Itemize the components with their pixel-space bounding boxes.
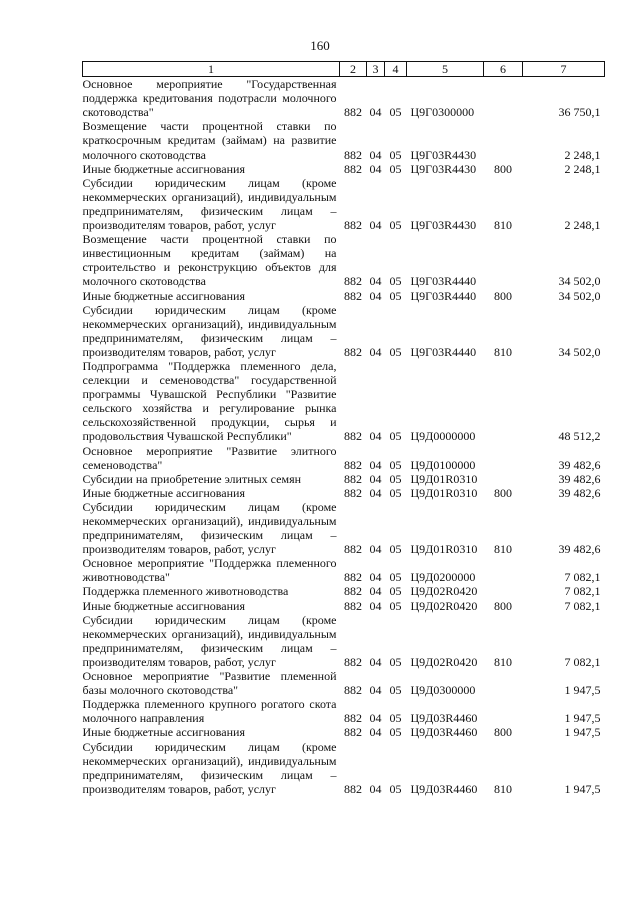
- subsection-code: 05: [389, 344, 402, 359]
- item-name: Возмещение части процентной ставки по инвестиционным кредитам (займам) на строительство и реконструкцию объектов для молочного скотоводства: [82, 232, 337, 289]
- item-name: Субсидии на приобретение элитных семян: [82, 471, 302, 486]
- table-row: [83, 697, 605, 725]
- target-article-code: Ц9Д02R0420: [410, 654, 478, 669]
- subsection-code: 05: [389, 429, 402, 444]
- item-name: Возмещение части процентной ставки по краткосрочным кредитам (займам) на развитие молочного скотоводства: [82, 119, 337, 162]
- amount: 7 082,1: [564, 654, 601, 669]
- expense-type-code: [484, 359, 523, 444]
- section-code: 04: [369, 683, 382, 698]
- target-article-code: Ц9Г03R4440: [410, 344, 477, 359]
- subsection-code: 05: [389, 654, 402, 669]
- target-article-code: Ц9Д03R4460: [410, 781, 478, 796]
- expense-type-code: [484, 232, 523, 288]
- target-article-code: Ц9Д0100000: [410, 457, 476, 472]
- section-code: 04: [369, 147, 382, 162]
- section-code: 04: [369, 598, 382, 613]
- expense-type-code: 800: [494, 725, 512, 740]
- expense-type-code: 800: [494, 598, 512, 613]
- subsection-code: 05: [389, 584, 402, 599]
- table-row: [83, 500, 605, 556]
- expense-type-code: [484, 119, 523, 161]
- subsection-code: 05: [389, 147, 402, 162]
- header-col-6: 6: [484, 62, 523, 77]
- expense-type-code: 810: [494, 781, 512, 796]
- ministry-code: 882: [344, 711, 362, 726]
- item-name: Иные бюджетные ассигнования: [82, 598, 245, 613]
- item-name: Основное мероприятие "Государственная поддержка кредитования подотрасли молочного скотоводства": [82, 77, 337, 120]
- ministry-code: 882: [344, 344, 362, 359]
- subsection-code: 05: [389, 725, 402, 740]
- expense-type-code: 810: [494, 654, 512, 669]
- target-article-code: Ц9Г03R4430: [410, 161, 477, 176]
- subsection-code: 05: [389, 683, 402, 698]
- amount: 2 248,1: [564, 147, 601, 162]
- target-article-code: Ц9Д0300000: [410, 683, 476, 698]
- item-name: Субсидии юридическим лицам (кроме некоммерческих организаций), индивидуальным предпринимателям, физическим лицам – производителям товаров, работ, услуг: [82, 499, 337, 557]
- expense-type-code: [484, 472, 523, 486]
- table-row: [83, 599, 605, 613]
- section-code: 04: [369, 429, 382, 444]
- table-row: [83, 176, 605, 232]
- target-article-code: Ц9Г03R4430: [410, 147, 477, 162]
- target-article-code: Ц9Г0300000: [410, 105, 475, 120]
- subsection-code: 05: [389, 274, 402, 289]
- target-article-code: Ц9Д02R0420: [410, 584, 478, 599]
- subsection-code: 05: [389, 105, 402, 120]
- amount: 2 248,1: [564, 218, 601, 233]
- table-row: [83, 303, 605, 359]
- expense-type-code: 810: [494, 344, 512, 359]
- header-col-7: 7: [523, 62, 605, 77]
- table-header-row: [83, 62, 605, 77]
- amount: 1 947,5: [564, 781, 601, 796]
- subsection-code: 05: [389, 598, 402, 613]
- item-name: Субсидии юридическим лицам (кроме некоммерческих организаций), индивидуальным предпринимателям, физическим лицам – производителям товаров, работ, услуг: [82, 302, 337, 359]
- amount: 7 082,1: [564, 584, 601, 599]
- amount: 2 248,1: [564, 161, 601, 176]
- amount: 1 947,5: [564, 725, 601, 740]
- amount: 39 482,6: [558, 485, 601, 500]
- ministry-code: 882: [344, 105, 362, 120]
- ministry-code: 882: [344, 570, 362, 585]
- section-code: 04: [369, 725, 382, 740]
- section-code: 04: [369, 457, 382, 472]
- expense-type-code: [484, 669, 523, 697]
- subsection-code: 05: [389, 218, 402, 233]
- section-code: 04: [369, 471, 382, 486]
- ministry-code: 882: [344, 584, 362, 599]
- section-code: 04: [369, 344, 382, 359]
- amount: 34 502,0: [558, 274, 601, 289]
- table-row: [83, 77, 605, 120]
- section-code: 04: [369, 274, 382, 289]
- header-col-4: 4: [385, 62, 407, 77]
- amount: 39 482,6: [558, 471, 601, 486]
- ministry-code: 882: [344, 725, 362, 740]
- expense-type-code: 800: [494, 485, 512, 500]
- item-name: Основное мероприятие "Развитие племенной базы молочного скотоводства": [82, 669, 337, 698]
- section-code: 04: [369, 105, 382, 120]
- table-row: [83, 162, 605, 176]
- amount: 34 502,0: [558, 344, 601, 359]
- table-row: [83, 669, 605, 697]
- table-row: [83, 119, 605, 161]
- header-col-5: 5: [407, 62, 484, 77]
- item-name: Иные бюджетные ассигнования: [82, 161, 245, 176]
- item-name: Основное мероприятие "Поддержка племенного животноводства": [82, 556, 337, 585]
- expense-type-code: [484, 444, 523, 472]
- table-row: [83, 289, 605, 303]
- subsection-code: 05: [389, 711, 402, 726]
- ministry-code: 882: [344, 781, 362, 796]
- item-name: Субсидии юридическим лицам (кроме некоммерческих организаций), индивидуальным предпринимателям, физическим лицам – производителям товаров, работ, услуг: [82, 175, 337, 233]
- table-row: [83, 613, 605, 669]
- section-code: 04: [369, 711, 382, 726]
- ministry-code: 882: [344, 218, 362, 233]
- ministry-code: 882: [344, 654, 362, 669]
- ministry-code: 882: [344, 598, 362, 613]
- amount: 39 482,6: [558, 542, 601, 557]
- ministry-code: 882: [344, 542, 362, 557]
- target-article-code: Ц9Д03R4460: [410, 725, 478, 740]
- page-number: 160: [310, 38, 330, 53]
- subsection-code: 05: [389, 471, 402, 486]
- expense-type-code: [484, 556, 523, 584]
- expense-type-code: 810: [494, 218, 512, 233]
- target-article-code: Ц9Д02R0420: [410, 598, 478, 613]
- amount: 48 512,2: [558, 429, 601, 444]
- target-article-code: Ц9Д01R0310: [410, 485, 478, 500]
- target-article-code: Ц9Г03R4440: [410, 288, 477, 303]
- subsection-code: 05: [389, 161, 402, 176]
- table-row: [83, 472, 605, 486]
- section-code: 04: [369, 218, 382, 233]
- item-name: Субсидии юридическим лицам (кроме некоммерческих организаций), индивидуальным предпринимателям, физическим лицам – производителям товаров, работ, услуг: [82, 612, 337, 669]
- header-col-3: 3: [367, 62, 385, 77]
- ministry-code: 882: [344, 485, 362, 500]
- table-row: [83, 556, 605, 584]
- item-name: Основное мероприятие "Развитие элитного семеноводства": [82, 443, 337, 472]
- item-name: Субсидии юридическим лицам (кроме некоммерческих организаций), индивидуальным предпринимателям, физическим лицам – производителям товаров, работ, услуг: [82, 739, 337, 796]
- ministry-code: 882: [344, 161, 362, 176]
- section-code: 04: [369, 485, 382, 500]
- table-row: [83, 486, 605, 500]
- section-code: 04: [369, 654, 382, 669]
- ministry-code: 882: [344, 274, 362, 289]
- target-article-code: Ц9Д01R0310: [410, 542, 478, 557]
- target-article-code: Ц9Д01R0310: [410, 471, 478, 486]
- subsection-code: 05: [389, 570, 402, 585]
- subsection-code: 05: [389, 781, 402, 796]
- amount: 39 482,6: [558, 457, 601, 472]
- item-name: Иные бюджетные ассигнования: [82, 288, 245, 303]
- amount: 34 502,0: [558, 288, 601, 303]
- table-row: [83, 725, 605, 739]
- subsection-code: 05: [389, 485, 402, 500]
- amount: 1 947,5: [564, 711, 601, 726]
- amount: 7 082,1: [564, 570, 601, 585]
- section-code: 04: [369, 584, 382, 599]
- section-code: 04: [369, 570, 382, 585]
- section-code: 04: [369, 781, 382, 796]
- expense-type-code: 800: [494, 161, 512, 176]
- ministry-code: 882: [344, 683, 362, 698]
- table-row: [83, 584, 605, 598]
- item-name: Иные бюджетные ассигнования: [82, 485, 245, 500]
- expense-type-code: 800: [494, 288, 512, 303]
- table-row: [83, 740, 605, 796]
- table-row: [83, 444, 605, 472]
- section-code: 04: [369, 288, 382, 303]
- expense-type-code: [484, 77, 523, 120]
- amount: 1 947,5: [564, 683, 601, 698]
- table-body: [83, 77, 605, 796]
- subsection-code: 05: [389, 457, 402, 472]
- header-col-2: 2: [340, 62, 367, 77]
- amount: 36 750,1: [558, 105, 601, 120]
- subsection-code: 05: [389, 288, 402, 303]
- ministry-code: 882: [344, 429, 362, 444]
- target-article-code: Ц9Д0200000: [410, 570, 476, 585]
- item-name: Поддержка племенного животноводства: [82, 584, 289, 599]
- item-name: Иные бюджетные ассигнования: [82, 725, 245, 740]
- target-article-code: Ц9Д0000000: [410, 429, 476, 444]
- section-code: 04: [369, 161, 382, 176]
- ministry-code: 882: [344, 457, 362, 472]
- item-name: Поддержка племенного крупного рогатого скота молочного направления: [82, 697, 337, 726]
- target-article-code: Ц9Д03R4460: [410, 711, 478, 726]
- table-row: [83, 232, 605, 288]
- ministry-code: 882: [344, 288, 362, 303]
- table-row: [83, 359, 605, 444]
- ministry-code: 882: [344, 471, 362, 486]
- subsection-code: 05: [389, 542, 402, 557]
- expense-type-code: [484, 697, 523, 725]
- expense-type-code: [484, 584, 523, 598]
- header-col-1: 1: [83, 62, 340, 77]
- section-code: 04: [369, 542, 382, 557]
- item-name: Подпрограмма "Поддержка племенного дела, селекции и семеноводства" государственной программы Чувашской Республики "Развитие сельского хозяйства и регулирование рынка сельскохозяйственной продукции, сырья и продовольствия Чувашской Республики": [82, 358, 337, 444]
- target-article-code: Ц9Г03R4430: [410, 218, 477, 233]
- ministry-code: 882: [344, 147, 362, 162]
- budget-table: [82, 61, 605, 796]
- amount: 7 082,1: [564, 598, 601, 613]
- target-article-code: Ц9Г03R4440: [410, 274, 477, 289]
- expense-type-code: 810: [494, 542, 512, 557]
